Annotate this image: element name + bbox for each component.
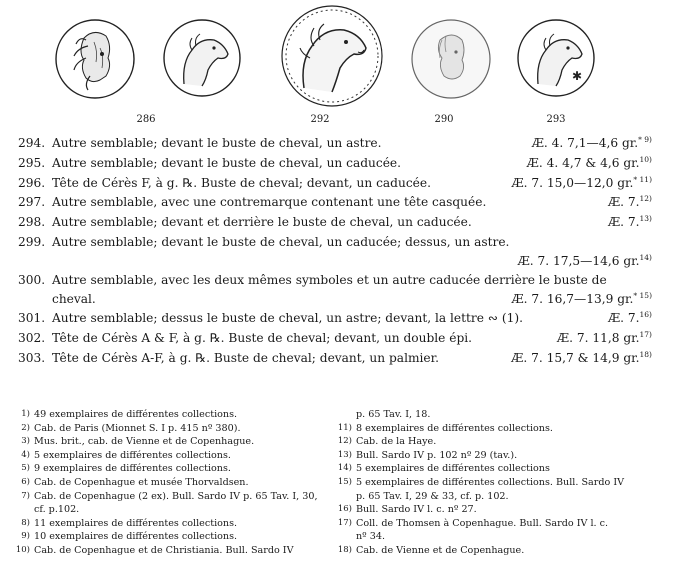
entry-description: Autre semblable, avec une contremarque contenant une tête casquée. xyxy=(52,195,487,210)
footnote xyxy=(332,408,652,422)
footnote-text: Cab. de Paris (Mionnet S. I p. 415 nº 380). xyxy=(34,422,241,434)
footnote-mark: * 11) xyxy=(633,174,652,184)
footnote-text: Cab. de Copenhague et musée Thorvaldsen. xyxy=(34,476,249,488)
footnote xyxy=(332,435,652,449)
entry-description: Autre semblable; dessus le buste de cheval, un astre; devant, la lettre ∾ (1). xyxy=(52,310,524,325)
footnote-mark: * 9) xyxy=(638,134,652,144)
footnote-text: 49 exemplaires de différentes collections. xyxy=(34,409,238,420)
metal-weight: Æ. 7. xyxy=(607,215,640,230)
footnote-number: 15) xyxy=(337,476,352,487)
entry-reference xyxy=(527,154,652,174)
footnote-mark: 12) xyxy=(639,194,652,204)
coin-293 xyxy=(516,18,596,98)
entry-description-continued: cheval. xyxy=(52,291,96,306)
footnote xyxy=(10,449,330,463)
footnote xyxy=(10,435,330,449)
entry-reference xyxy=(511,290,652,310)
footnote-number: 16) xyxy=(337,504,352,515)
footnote xyxy=(10,503,330,517)
footnote xyxy=(332,476,652,490)
entry-301 xyxy=(18,309,666,329)
footnote-number: 14) xyxy=(337,463,352,474)
coin-label: 293 xyxy=(546,114,566,125)
footnote-mark: 13) xyxy=(639,214,652,224)
footnotes-left-column xyxy=(10,408,330,558)
footnote-text: Mus. brit., cab. de Vienne et de Copenhague. xyxy=(34,436,255,448)
entry-description: Autre semblable, avec les deux mêmes symboles et un autre caducée derrière le buste de xyxy=(52,272,607,287)
metal-weight: Æ. 7. 16,7—13,9 gr. xyxy=(511,291,634,306)
coin-290 xyxy=(410,18,492,100)
footnote-text: p. 65 Tav. I, 29 & 33, cf. p. 102. xyxy=(356,490,509,502)
metal-weight: Æ. 7. xyxy=(607,195,640,210)
coin-label: 292 xyxy=(310,114,330,125)
footnote-mark: 10) xyxy=(639,154,652,164)
entry-number: 294. xyxy=(18,136,46,150)
footnote-number: 7) xyxy=(21,490,30,501)
footnote xyxy=(332,462,652,476)
entry-number: 302. xyxy=(18,330,46,345)
coin-label: 290 xyxy=(434,114,454,125)
footnote xyxy=(332,422,652,436)
entry-302 xyxy=(18,329,666,349)
footnote-number: 3) xyxy=(21,436,30,447)
metal-weight: Æ. 7. xyxy=(607,310,640,325)
entry-reference xyxy=(511,174,652,194)
entry-description: Autre semblable; devant le buste de cheval, un caducée; dessus, un astre. xyxy=(52,234,510,249)
entry-number: 298. xyxy=(18,215,46,230)
entry-reference xyxy=(518,252,652,272)
footnote xyxy=(332,544,652,558)
entry-reference xyxy=(511,349,652,369)
entry-296 xyxy=(18,174,666,194)
footnotes-right-column xyxy=(332,408,652,558)
footnote-number: 11) xyxy=(337,422,352,433)
entry-297 xyxy=(18,193,666,213)
footnote xyxy=(332,517,652,531)
footnote xyxy=(10,517,330,531)
footnote-text: 9 exemplaires de différentes collections. xyxy=(34,463,231,475)
metal-weight: Æ. 7. 15,0—12,0 gr. xyxy=(511,175,634,190)
footnote-number: 4) xyxy=(21,449,30,460)
footnote-text: nº 34. xyxy=(356,531,385,543)
coin-label: 286 xyxy=(136,114,156,125)
footnote-number: 6) xyxy=(21,476,30,487)
footnote-mark: 17) xyxy=(639,329,652,339)
footnote xyxy=(10,462,330,476)
footnote xyxy=(10,408,330,422)
metal-weight: Æ. 7. 11,8 gr. xyxy=(556,330,640,345)
entry-reference xyxy=(557,329,652,349)
coin-horse-head xyxy=(162,18,242,98)
entry-description: Autre semblable; devant et derrière le buste de cheval, un caducée. xyxy=(52,215,472,230)
entry-reference xyxy=(608,193,652,213)
footnote-text: 8 exemplaires de différentes collections. xyxy=(356,422,553,434)
footnote-mark: * 15) xyxy=(633,290,652,300)
entry-number: 303. xyxy=(18,350,46,365)
footnote-text: p. 65 Tav. I, 18. xyxy=(356,409,431,420)
catalogue-entries xyxy=(18,134,666,368)
footnote-mark: 16) xyxy=(639,309,652,319)
footnote-text: Cab. de Copenhague et de Christiania. Bull. Sardo IV xyxy=(34,544,294,556)
footnote-number: 18) xyxy=(337,544,352,555)
entry-303 xyxy=(18,349,666,369)
entry-description: Tête de Cérès F, à g. ℞. Buste de cheval; devant, un caducée. xyxy=(52,175,431,190)
footnote xyxy=(10,544,330,558)
entry-description: Autre semblable; devant le buste de cheval, un astre. xyxy=(52,136,382,150)
footnote-text: Bull. Sardo IV p. 102 nº 29 (tav.). xyxy=(356,449,518,461)
footnote-text: Cab. de la Haye. xyxy=(356,436,437,448)
footnote xyxy=(332,503,652,517)
entry-number: 296. xyxy=(18,175,46,190)
footnote xyxy=(332,449,652,463)
entry-number: 299. xyxy=(18,234,46,249)
footnote-number: 9) xyxy=(21,531,30,542)
footnote xyxy=(10,530,330,544)
footnote-number: 5) xyxy=(21,463,30,474)
footnote xyxy=(10,490,330,504)
coin-plate xyxy=(0,0,680,130)
entry-295 xyxy=(18,154,666,174)
footnote-mark: 14) xyxy=(639,252,652,262)
footnote-mark: 18) xyxy=(639,349,652,359)
footnote-number: 17) xyxy=(337,517,352,528)
entry-number: 297. xyxy=(18,195,46,210)
footnote xyxy=(332,530,652,544)
footnote-text: 5 exemplaires de différentes collections xyxy=(356,463,550,475)
entry-300 xyxy=(18,271,666,309)
metal-weight: Æ. 7. 15,7 & 14,9 gr. xyxy=(511,350,640,365)
footnote-text: Coll. de Thomsen à Copenhague. Bull. Sardo IV l. c. xyxy=(356,517,609,529)
svg-text:✱: ✱ xyxy=(572,69,583,83)
coin-286-obverse xyxy=(54,18,136,100)
entry-294 xyxy=(18,134,666,154)
footnote-number: 12) xyxy=(337,436,352,447)
footnote-text: Bull. Sardo IV l. c. nº 27. xyxy=(356,504,477,516)
metal-weight: Æ. 7. 17,5—14,6 gr. xyxy=(517,253,640,268)
footnote-text: cf. p.102. xyxy=(34,504,80,516)
entry-298 xyxy=(18,213,666,233)
footnote-text: 10 exemplaires de différentes collections. xyxy=(34,531,238,543)
footnote xyxy=(10,476,330,490)
footnote-number: 1) xyxy=(21,409,30,419)
footnote-text: 5 exemplaires de différentes collections. Bull. Sardo IV xyxy=(356,476,625,488)
entry-description: Tête de Cérès A & F, à g. ℞. Buste de cheval; devant, un double épi. xyxy=(52,330,473,345)
entry-number: 300. xyxy=(18,272,46,287)
footnote-number: 13) xyxy=(337,449,352,460)
footnote-text: 11 exemplaires de différentes collections. xyxy=(34,517,238,529)
coin-292 xyxy=(280,4,384,108)
entry-number: 301. xyxy=(18,310,46,325)
entry-reference xyxy=(608,309,652,329)
footnote xyxy=(10,422,330,436)
metal-weight: Æ. 4. 7,1—4,6 gr. xyxy=(531,136,639,150)
entry-reference xyxy=(532,134,652,154)
footnote-text: Cab. de Vienne et de Copenhague. xyxy=(356,544,525,556)
entry-description: Tête de Cérès A-F, à g. ℞. Buste de cheval; devant, un palmier. xyxy=(52,350,439,365)
entry-299 xyxy=(18,233,666,271)
footnote-text: Cab. de Copenhague (2 ex). Bull. Sardo IV p. 65 Tav. I, 30, xyxy=(34,490,318,502)
entry-description: Autre semblable; devant le buste de cheval, un caducée. xyxy=(52,155,402,170)
entry-number: 295. xyxy=(18,155,46,170)
footnote-number: 10) xyxy=(15,544,30,555)
footnote-text: 5 exemplaires de différentes collections. xyxy=(34,449,231,461)
footnote-number: 8) xyxy=(21,517,30,528)
footnote-number: 2) xyxy=(21,422,30,433)
metal-weight: Æ. 4. 4,7 & 4,6 gr. xyxy=(526,155,640,170)
entry-reference xyxy=(608,213,652,233)
footnote xyxy=(332,490,652,504)
